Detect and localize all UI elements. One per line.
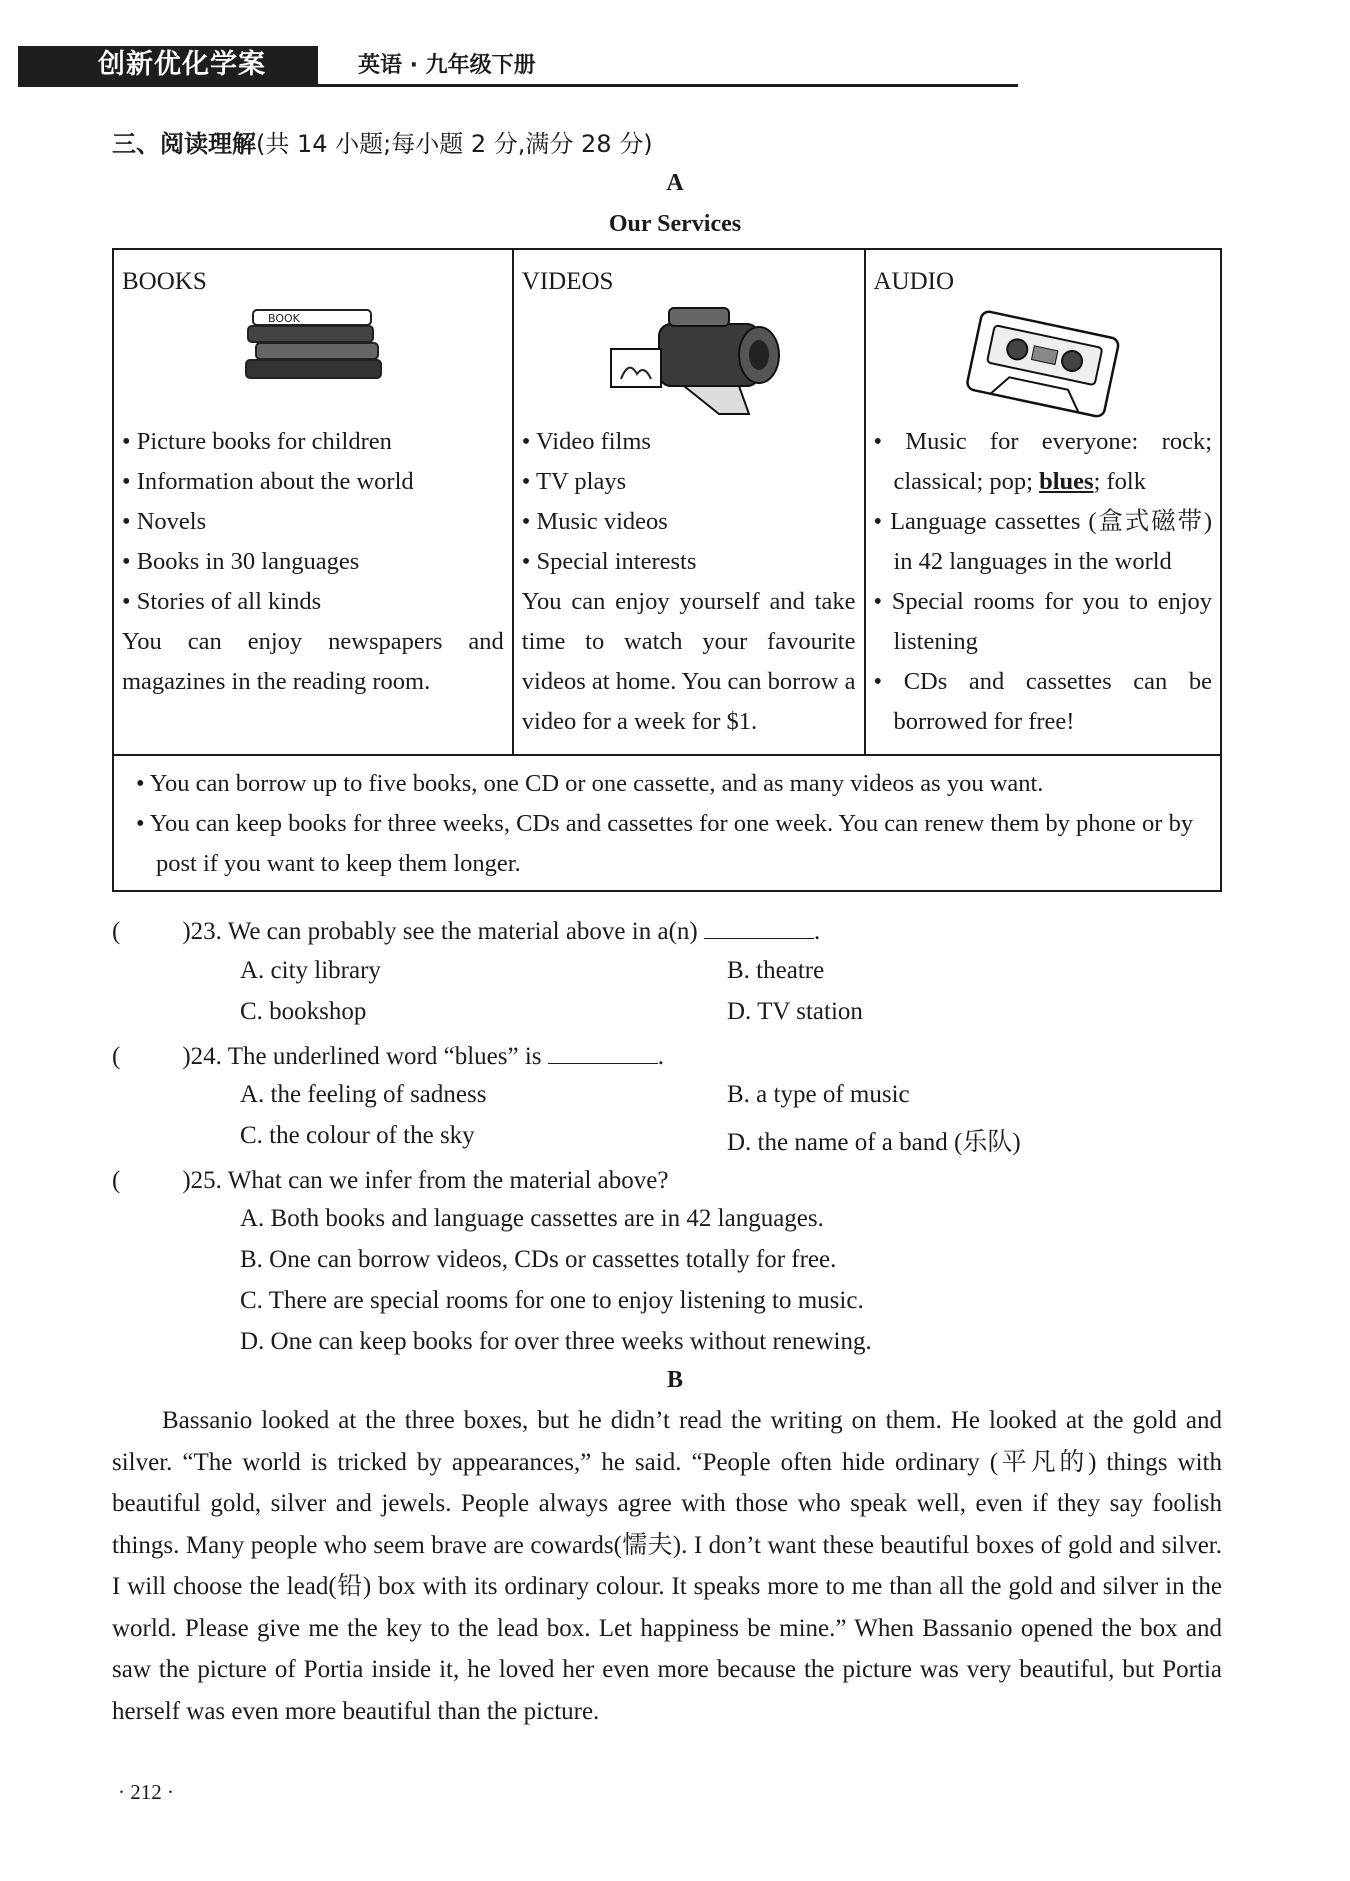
audio-item: • Language cassettes (盒式磁带) in 42 languages in the world — [874, 502, 1213, 582]
audio-item-music-post: ; folk — [1093, 468, 1146, 495]
header-rule — [18, 84, 1018, 87]
videos-note: You can enjoy yourself and take time to watch your favourite videos at home. You can borrow a video for a week for $1. — [521, 588, 856, 735]
question-stem: We can probably see the material above in a(n) — [227, 918, 698, 945]
option-c: C. the colour of the sky — [240, 1122, 475, 1149]
passage-a-label: A — [666, 170, 684, 196]
videos-item: • Music videos — [522, 502, 856, 542]
books-item: • Novels — [122, 502, 504, 542]
books-item: • Information about the world — [122, 462, 504, 502]
books-stack-icon — [122, 304, 504, 384]
page-header — [18, 46, 1018, 86]
books-heading: BOOKS — [122, 268, 207, 295]
books-item: • Stories of all kinds — [122, 582, 504, 622]
audio-item: • CDs and cassettes can be borrowed for free! — [874, 662, 1213, 742]
book-spine-label: BOOK — [267, 312, 300, 325]
question-number: 23. — [190, 918, 222, 945]
audio-heading: AUDIO — [873, 268, 955, 295]
audio-item-music-word: blues — [1039, 468, 1094, 495]
videos-cell — [513, 249, 865, 755]
question-stem: The underlined word “blues” is — [227, 1043, 542, 1070]
services-table — [112, 248, 1222, 892]
books-note: You can enjoy newspapers and magazines in the reading room. — [122, 628, 504, 695]
rule-item: • You can keep books for three weeks, CDs and cassettes for one week. You can renew them by phone or by post if you want to keep them longer. — [136, 804, 1206, 884]
subject-title: 英语 · 九年级下册 — [358, 53, 536, 78]
answer-blank[interactable] — [548, 1039, 658, 1064]
rules-cell — [113, 755, 1221, 891]
option-b: B. a type of music — [727, 1081, 910, 1108]
section-title — [112, 124, 653, 159]
option-d: D. the name of a band (乐队) — [727, 1129, 1021, 1156]
camcorder-icon — [522, 304, 856, 422]
audio-item: • Special rooms for you to enjoy listening — [874, 582, 1213, 662]
passage-b-text: Bassanio looked at the three boxes, but he didn’t read the writing on them. He looked at the gold and silver. “The world is tricked by appearances,” he said. “People often hide ordinary (平凡的) things with beautiful gold, silver and jewels. People always agree with those who speak well, even if they say foolish things. Many people who seem brave are cowards(懦夫). I don’t want these beautiful boxes of gold and silver. I will choose the lead(铅) box with its ordinary colour. It speaks more to me than all the gold and silver in the world. Please give me the key to the lead box. Let happiness be mine.” When Bassanio opened the box and saw the picture of Portia inside it, he loved her even more because the picture was very beautiful, but Portia herself was even more beautiful than the picture. — [112, 1407, 1222, 1725]
option-d: D. One can keep books for over three weeks without renewing. — [240, 1328, 872, 1355]
answer-bracket-open: ( — [112, 918, 121, 945]
passage-b-label: B — [666, 1367, 683, 1393]
section-title-bold: 三、阅读理解 — [112, 130, 256, 158]
option-a: A. Both books and language cassettes are in 42 languages. — [240, 1205, 824, 1232]
question-23 — [112, 912, 820, 952]
option-a: A. city library — [240, 957, 381, 984]
videos-heading: VIDEOS — [521, 268, 614, 295]
option-d: D. TV station — [727, 998, 863, 1025]
videos-item: • TV plays — [522, 462, 856, 502]
answer-bracket-close: ) — [182, 1043, 191, 1070]
services-title: Our Services — [608, 211, 742, 237]
option-c: C. There are special rooms for one to enjoy listening to music. — [240, 1287, 864, 1314]
question-stem: What can we infer from the material above? — [227, 1167, 669, 1194]
audio-item-music-pre: Music for everyone: rock; classical; pop; — [893, 428, 1212, 495]
answer-blank[interactable] — [704, 914, 814, 939]
question-end: . — [813, 918, 821, 945]
option-c: C. bookshop — [240, 998, 367, 1025]
option-a: A. the feeling of sadness — [240, 1081, 487, 1108]
answer-bracket-close: ) — [182, 1167, 191, 1194]
page-number: · 212 · — [118, 1780, 174, 1804]
books-item: • Picture books for children — [122, 422, 504, 462]
option-b: B. theatre — [727, 957, 825, 984]
answer-bracket-open: ( — [112, 1167, 121, 1194]
question-end: . — [657, 1043, 665, 1070]
books-cell — [113, 249, 513, 755]
question-25 — [112, 1161, 668, 1201]
audio-item-music — [874, 422, 1213, 502]
answer-bracket-open: ( — [112, 1043, 121, 1070]
audio-cell — [865, 249, 1222, 755]
cassette-icon — [874, 304, 1213, 422]
videos-item: • Video films — [522, 422, 856, 462]
section-title-rest: (共 14 小题;每小题 2 分,满分 28 分) — [256, 130, 653, 158]
question-number: 25. — [190, 1167, 222, 1194]
option-b: B. One can borrow videos, CDs or cassettes totally for free. — [240, 1246, 837, 1273]
rule-item: • You can borrow up to five books, one CD or one cassette, and as many videos as you want. — [136, 764, 1206, 804]
brand-logo: 创新优化学案 — [18, 46, 318, 84]
question-24 — [112, 1037, 664, 1077]
answer-bracket-close: ) — [182, 918, 191, 945]
books-item: • Books in 30 languages — [122, 542, 504, 582]
videos-item: • Special interests — [522, 542, 856, 582]
question-number: 24. — [190, 1043, 222, 1070]
